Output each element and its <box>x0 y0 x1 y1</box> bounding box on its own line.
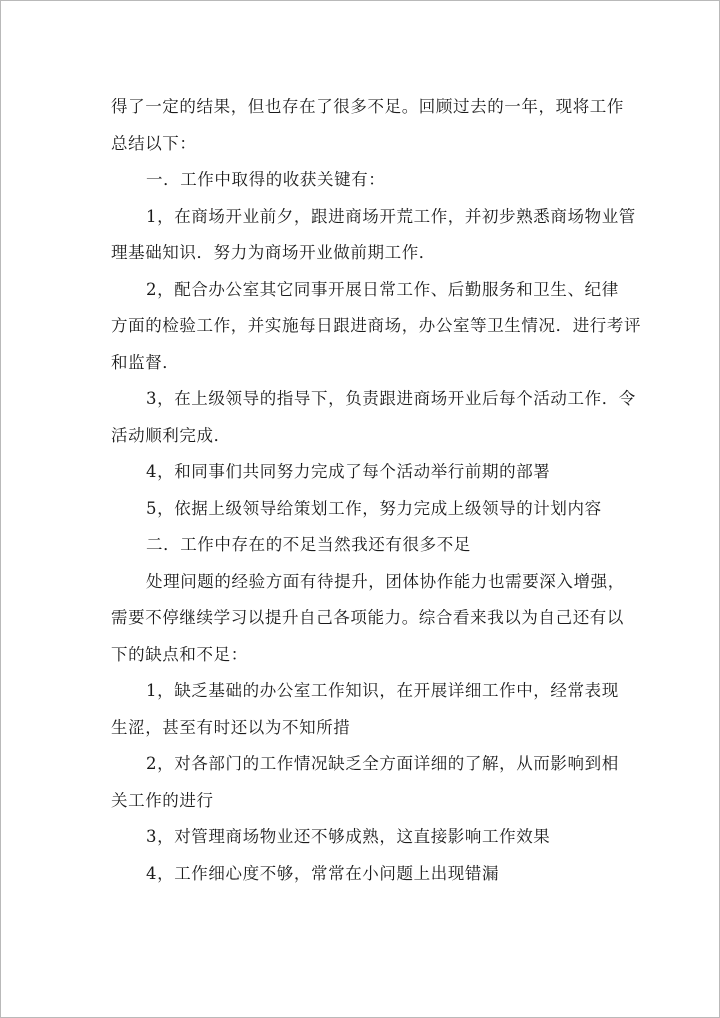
text-line: 3，在上级领导的指导下，负责跟进商场开业后每个活动工作．令 <box>146 389 636 408</box>
text-line: 1，在商场开业前夕，跟进商场开荒工作，并初步熟悉商场物业管 <box>146 206 636 226</box>
text-line: 3，对管理商场物业还不够成熟，这直接影响工作效果 <box>146 827 551 846</box>
text-line: 和监督． <box>111 352 180 372</box>
text-line: 总结以下： <box>111 133 197 153</box>
paragraph-gain-1 <box>111 199 636 272</box>
text-line: 1，缺乏基础的办公室工作知识，在开展详细工作中，经常表现 <box>146 681 619 700</box>
text-line: 理基础知识．努力为商场开业做前期工作． <box>111 243 436 262</box>
section-heading-gains <box>111 162 616 199</box>
paragraph-shortcomings-intro <box>111 564 625 674</box>
paragraph-gain-3 <box>111 381 636 454</box>
paragraph-shortcoming-1 <box>111 673 619 746</box>
text-line: 二．工作中存在的不足当然我还有很多不足 <box>146 535 471 554</box>
text-line: 4，和同事们共同努力完成了每个活动举行前期的部署 <box>146 462 551 481</box>
text-line: 生涩，甚至有时还以为不知所措 <box>111 717 351 737</box>
paragraph-shortcoming-3 <box>111 819 616 856</box>
text-line: 处理问题的经验方面有待提升，团体协作能力也需要深入增强， <box>146 571 625 591</box>
paragraph-gain-5 <box>111 491 616 528</box>
text-line: 2，对各部门的工作情况缺乏全方面详细的了解，从而影响到相 <box>146 754 619 773</box>
paragraph-shortcoming-4 <box>111 856 616 893</box>
section-heading-shortcomings <box>111 527 616 564</box>
paragraph-gain-4 <box>111 454 616 491</box>
paragraph-shortcoming-2 <box>111 746 619 819</box>
paragraph-intro <box>111 89 624 162</box>
text-line: 关工作的进行 <box>111 790 214 810</box>
text-line: 4，工作细心度不够，常常在小问题上出现错漏 <box>146 863 500 883</box>
paragraph-gain-2 <box>111 272 642 382</box>
text-line: 方面的检验工作，并实施每日跟进商场，办公室等卫生情况．进行考评 <box>111 316 642 335</box>
text-line: 一．工作中取得的收获关键有： <box>146 170 386 189</box>
text-line: 活动顺利完成． <box>111 425 231 445</box>
text-line: 得了一定的结果，但也存在了很多不足。回顾过去的一年，现将工作 <box>111 97 624 116</box>
text-line: 需要不停继续学习以提升自己各项能力。综合看来我以为自己还有以 <box>111 608 624 627</box>
text-line: 下的缺点和不足： <box>111 644 248 664</box>
document-body <box>111 89 642 892</box>
text-line: 5，依据上级领导给策划工作，努力完成上级领导的计划内容 <box>146 498 602 518</box>
text-line: 2，配合办公室其它同事开展日常工作、后勤服务和卫生、纪律 <box>146 279 619 299</box>
